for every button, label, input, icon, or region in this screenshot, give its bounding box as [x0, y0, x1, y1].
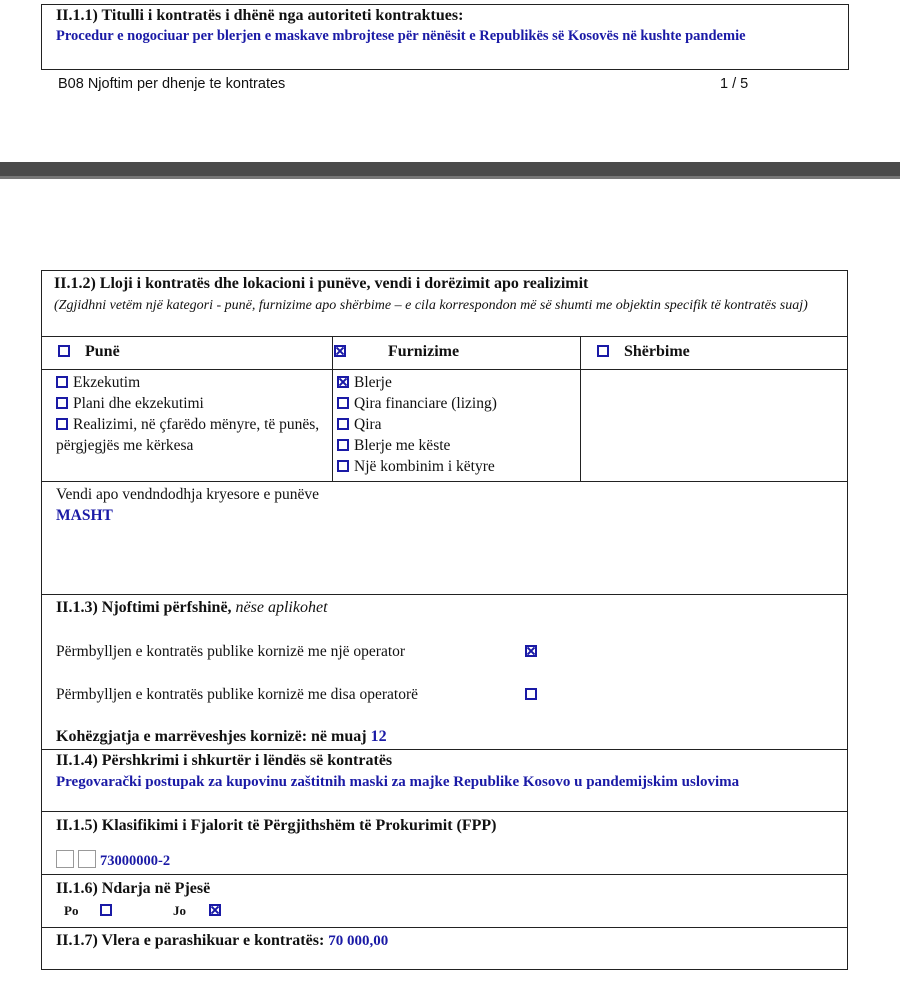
lots-yes[interactable]: [64, 903, 117, 919]
checkbox-plani-ekzekutimi[interactable]: [56, 397, 68, 409]
option-qira-financiare[interactable]: Qira financiare (lizing): [337, 393, 576, 414]
framework-duration-label: Kohëzgjatja e marrëveshjes kornizë: në muaj: [56, 728, 367, 745]
option-qira[interactable]: Qira: [337, 414, 576, 435]
furnizime-options: [332, 370, 580, 481]
cpv-code: 73000000-2: [100, 853, 171, 869]
lots-yes-label: Po: [64, 903, 79, 918]
option-blerje-me-keste[interactable]: Blerje me këste: [337, 435, 576, 456]
contract-title-heading: II.1.1) Titulli i kontratës i dhënë nga autoriteti kontraktues:: [56, 7, 464, 24]
category-furnizime-label: Furnizime: [388, 343, 460, 360]
estimated-value-section: [42, 928, 847, 968]
checkbox-qira-financiare[interactable]: [337, 397, 349, 409]
contract-title-value: Procedur e nogociuar per blerjen e maskave mbrojtese për nënësit e Republikës së Kosovës në kushte pandemie: [56, 28, 746, 44]
pune-options: [42, 370, 332, 481]
estimated-value-heading: II.1.7) Vlera e parashikuar e kontratës:: [56, 932, 325, 949]
framework-section: [42, 595, 847, 750]
option-realizimi[interactable]: Realizimi, në çfarëdo mënyre, të punës, përgjegjës me kërkesa: [56, 416, 320, 454]
lots-no-label: Jo: [173, 903, 186, 918]
lots-no[interactable]: [173, 903, 226, 919]
framework-option-one-operator: Përmbylljen e kontratës publike kornizë me një operator: [56, 643, 406, 660]
subcategory-row: [42, 370, 847, 482]
framework-duration-value: 12: [370, 728, 387, 745]
location-label: Vendi apo vendndodhja kryesore e punëve: [56, 486, 319, 503]
lots-section: [42, 875, 847, 928]
cpv-box-2: [78, 850, 96, 868]
checkbox-furnizime[interactable]: [334, 345, 346, 357]
checkbox-one-operator[interactable]: [525, 645, 537, 657]
location-row: [42, 482, 847, 595]
option-ekzekutim[interactable]: Ekzekutim: [56, 372, 324, 393]
framework-heading: II.1.3) Njoftimi përfshinë,: [56, 599, 232, 616]
page-number: 1 / 5: [720, 76, 749, 92]
sherbime-options: [580, 370, 847, 481]
option-plani-ekzekutimi[interactable]: Plani dhe ekzekutimi: [56, 393, 324, 414]
location-value: MASHT: [56, 507, 113, 524]
framework-duration: [56, 727, 387, 747]
category-pune[interactable]: [42, 337, 332, 369]
checkbox-pune[interactable]: [58, 345, 70, 357]
category-pune-label: Punë: [85, 343, 120, 360]
option-blerje[interactable]: Blerje: [337, 372, 576, 393]
category-sherbime-label: Shërbime: [624, 343, 690, 360]
short-description-value: Pregovarački postupak za kupovinu zaštitnih maski za majke Republike Kosovo u pandemijskim uslovima: [56, 774, 740, 790]
contract-title-section: [41, 4, 849, 70]
framework-option-many-operators: Përmbylljen e kontratës publike kornizë me disa operatorë: [56, 686, 418, 703]
category-row: [42, 337, 847, 370]
checkbox-blerje[interactable]: [337, 376, 349, 388]
cpv-box-1: [56, 850, 74, 868]
estimated-value: 70 000,00: [328, 933, 389, 949]
lots-heading: II.1.6) Ndarja në Pjesë: [56, 880, 211, 897]
contract-type-header: [42, 271, 847, 337]
cpv-section: [42, 812, 847, 875]
checkbox-sherbime[interactable]: [597, 345, 609, 357]
category-sherbime[interactable]: [580, 337, 847, 369]
checkbox-ekzekutim[interactable]: [56, 376, 68, 388]
short-description-section: [42, 750, 847, 812]
checkbox-lots-yes[interactable]: [100, 904, 112, 916]
checkbox-many-operators[interactable]: [525, 688, 537, 700]
short-description-heading: II.1.4) Përshkrimi i shkurtër i lëndës së kontratës: [56, 752, 393, 769]
contract-type-heading: II.1.2) Lloji i kontratës dhe lokacioni i punëve, vendi i dorëzimit apo realizimit: [54, 275, 589, 292]
category-furnizime[interactable]: [332, 337, 580, 369]
cpv-code-row: [56, 850, 833, 870]
checkbox-lots-no[interactable]: [209, 904, 221, 916]
cpv-heading: II.1.5) Klasifikimi i Fjalorit të Përgjithshëm të Prokurimit (FPP): [56, 817, 497, 834]
checkbox-kombinim[interactable]: [337, 460, 349, 472]
option-kombinim[interactable]: Një kombinim i këtyre: [337, 456, 576, 477]
framework-heading-suffix: nëse aplikohet: [235, 599, 328, 616]
contract-type-note: (Zgjidhni vetëm një kategori - punë, furnizime apo shërbime – e cila korrespondon më së shumti me objektin specifik të kontratës suaj): [54, 298, 808, 313]
page-separator: [0, 162, 900, 179]
page-footer-form-name: B08 Njoftim per dhenje te kontrates: [58, 76, 286, 92]
contract-details-table: [41, 270, 848, 970]
checkbox-qira[interactable]: [337, 418, 349, 430]
checkbox-realizimi[interactable]: [56, 418, 68, 430]
checkbox-blerje-me-keste[interactable]: [337, 439, 349, 451]
